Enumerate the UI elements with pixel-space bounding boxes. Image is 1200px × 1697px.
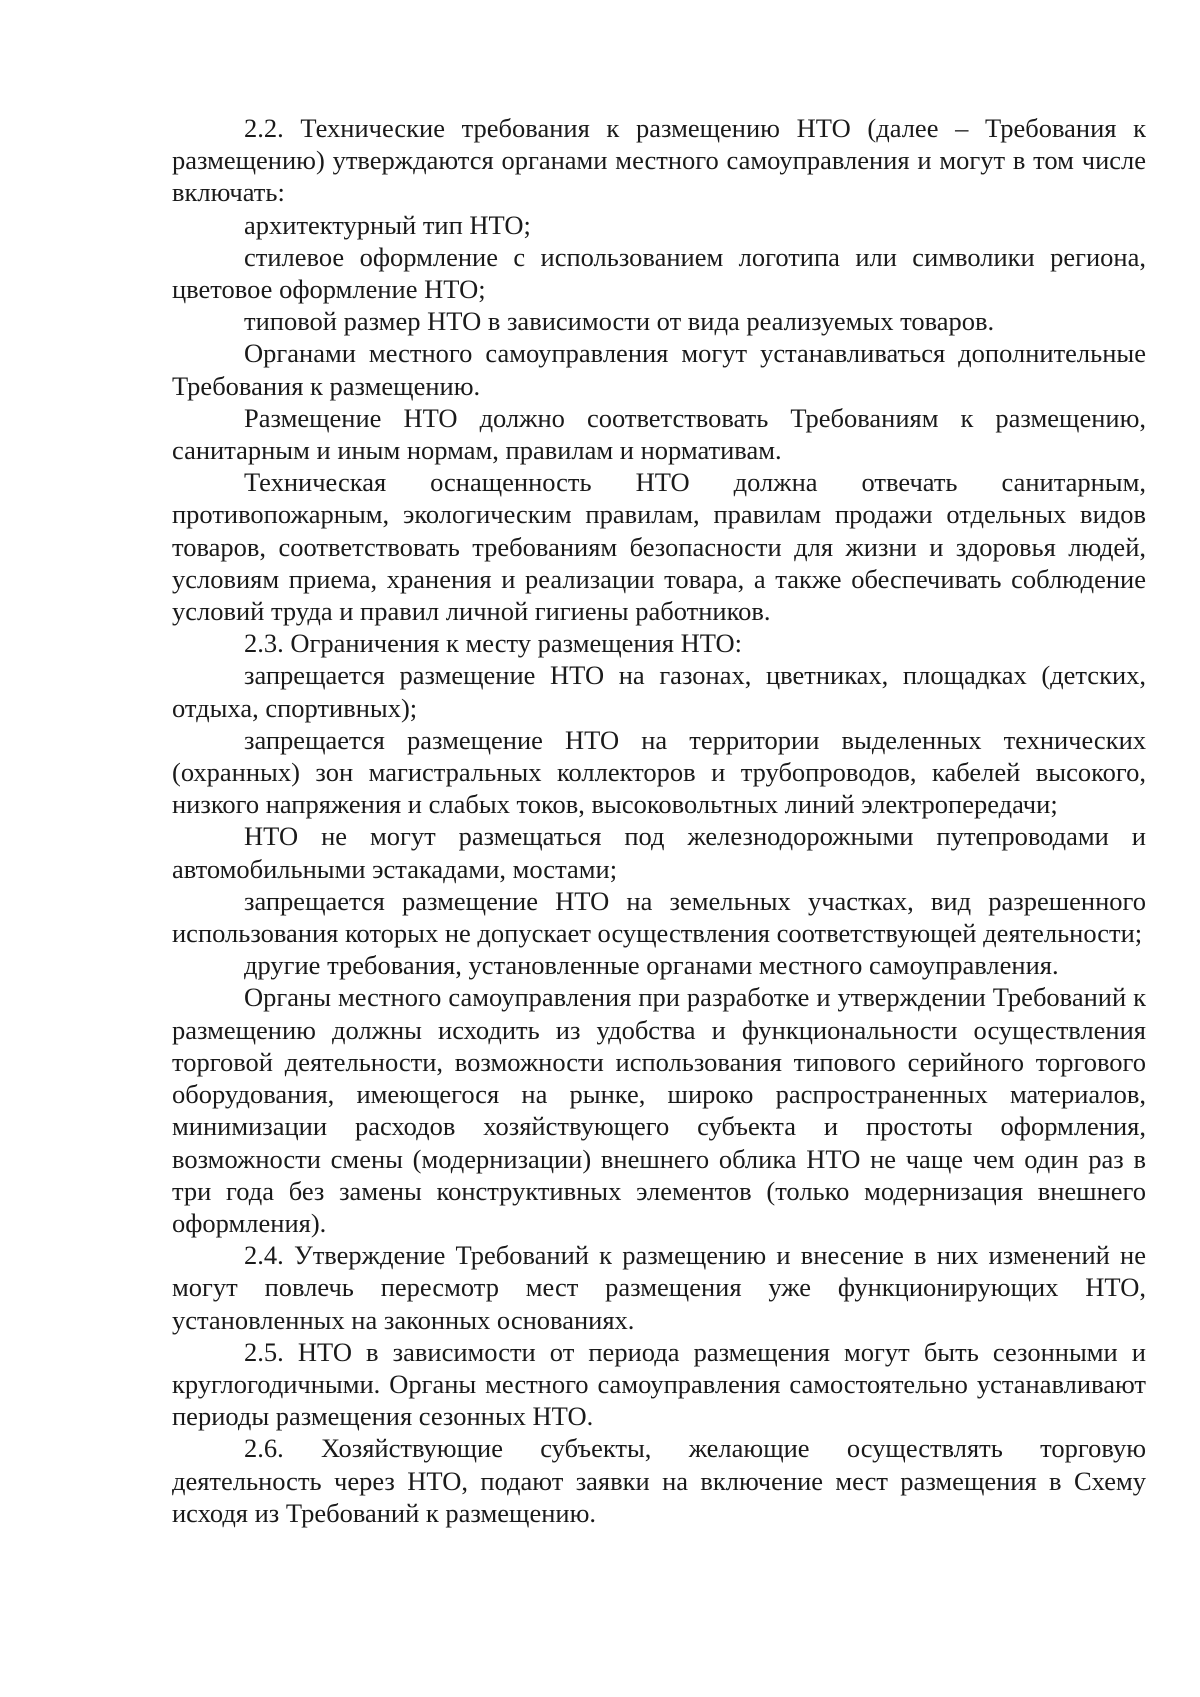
- list-item-land-use-prohibition: запрещается размещение НТО на земельных участках, вид разрешенного использования которых не допускает осуществления соответствующей деятельности;: [172, 885, 1146, 949]
- paragraph-2-2: 2.2. Технические требования к размещению НТО (далее – Требования к размещению) утверждаются органами местного самоуправления и могут в том числе включать:: [172, 113, 1146, 208]
- list-item-overpasses-prohibition: НТО не могут размещаться под железнодорожными путепроводами и автомобильными эстакадами, мостами;: [172, 821, 1146, 884]
- paragraph-2-5: 2.5. НТО в зависимости от периода размещения могут быть сезонными и круглогодичными. Органы местного самоуправления самостоятельно устанавливают периоды размещения сезонных НТО.: [172, 1336, 1146, 1432]
- list-item-other-requirements: другие требования, установленные органами местного самоуправления.: [244, 950, 1059, 981]
- paragraph-placement-compliance: Размещение НТО должно соответствовать Требованиям к размещению, санитарным и иным нормам, правилам и нормативам.: [172, 402, 1146, 466]
- paragraph-2-4: 2.4. Утверждение Требований к размещению и внесение в них изменений не могут повлечь пересмотр мест размещения уже функционирующих НТО, установленных на законных основаниях.: [172, 1240, 1146, 1335]
- list-item-typical-size: типовой размер НТО в зависимости от вида реализуемых товаров.: [244, 306, 995, 337]
- list-item-lawns-prohibition: запрещается размещение НТО на газонах, цветниках, площадках (детских, отдыха, спортивных);: [172, 660, 1146, 723]
- list-item-style-design: стилевое оформление с использованием логотипа или символики региона, цветовое оформление НТО;: [172, 241, 1146, 305]
- paragraph-2-3: 2.3. Ограничения к месту размещения НТО:: [244, 628, 743, 659]
- paragraph-development-principles: Органы местного самоуправления при разработке и утверждении Требований к размещению должны исходить из удобства и функциональности осуществления торговой деятельности, возможности использования типового серийного торгового оборудования, имеющегося на рынке, широко распространенных материалов, минимизации расходов хозяйствующего субъекта и простоты оформления, возможности смены (модернизации) внешнего облика НТО не чаще чем один раз в три года без замены конструктивных элементов (только модернизация внешнего оформления).: [172, 982, 1146, 1238]
- document-body: [172, 112, 1146, 1529]
- list-item-protected-zones-prohibition: запрещается размещение НТО на территории выделенных технических (охранных) зон магистральных коллекторов и трубопроводов, кабелей высокого, низкого напряжения и слабых токов, высоковольтных линий электропередачи;: [172, 724, 1146, 820]
- paragraph-technical-equipment: Техническая оснащенность НТО должна отвечать санитарным, противопожарным, экологическим правилам, правилам продажи отдельных видов товаров, соответствовать требованиям безопасности для жизни и здоровья людей, условиям приема, хранения и реализации товара, а также обеспечивать соблюдение условий труда и правил личной гигиены работников.: [172, 467, 1146, 627]
- paragraph-additional-requirements: Органами местного самоуправления могут устанавливаться дополнительные Требования к размещению.: [172, 338, 1146, 401]
- paragraph-2-6: 2.6. Хозяйствующие субъекты, желающие осуществлять торговую деятельность через НТО, подают заявки на включение мест размещения в Схему исходя из Требований к размещению.: [172, 1433, 1146, 1528]
- list-item-architectural-type: архитектурный тип НТО;: [244, 209, 531, 240]
